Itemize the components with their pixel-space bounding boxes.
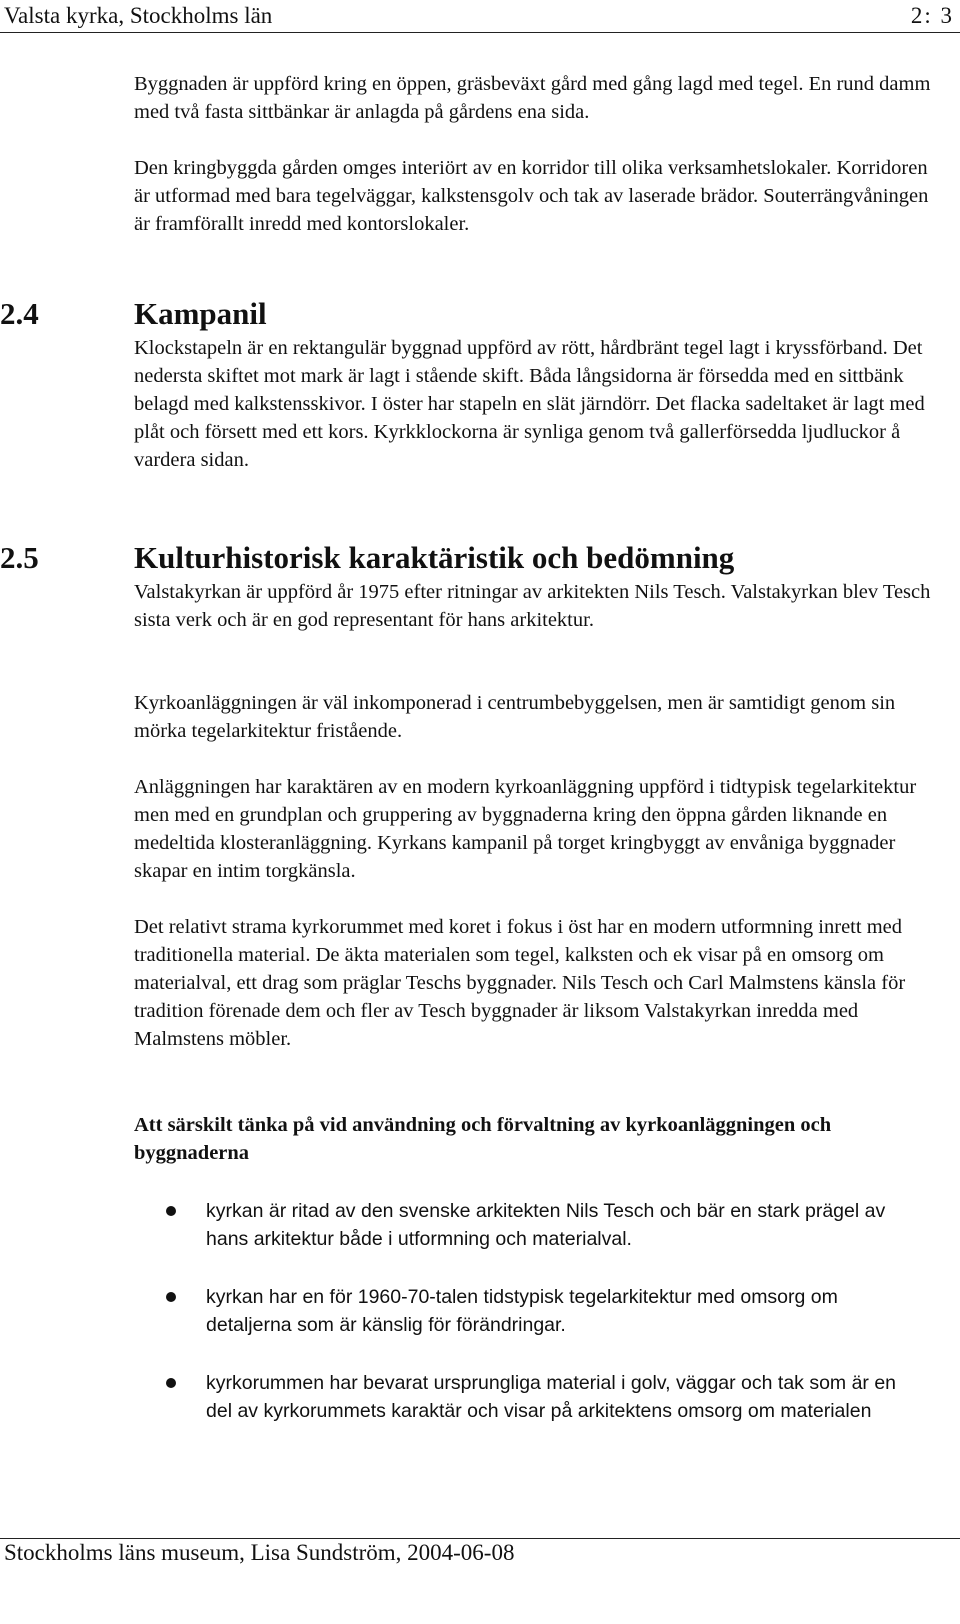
section-number: 2.4 [0, 296, 39, 331]
document-title: Valsta kyrka, Stockholms län [4, 3, 273, 28]
section-number: 2.5 [0, 540, 39, 575]
section-2-4-text: Klockstapeln är en rektangulär byggnad uppförd av rött, hårdbränt tegel lagt i kryssförband. Det nedersta skiftet mot mark är lagt i stående skift. Båda långsidorna är försedda med en sittbänk belagd med kalkstensskivor. I öster har stapeln en slät järndörr. Det flacka sadeltaket är lagt med plåt och försett med ett kors. Kyrkklockorna är synliga genom två gallerförsedda ljudluckor å vardera sidan. [134, 337, 925, 471]
list-item-text: kyrkan är ritad av den svenske arkitekten Nils Tesch och bär en stark prägel av hans arkitektur både i utformning och materialval. [206, 1200, 886, 1250]
section-title: Kampanil [134, 296, 267, 331]
section-2-5-paragraph-4: Det relativt strama kyrkorummet med koret i fokus i öst har en modern utformning inrett med traditionella material. De äkta materialen som tegel, kalksten och ek visar på en omsorg om materialval, ett drag som präglar Teschs byggnader. Nils Tesch och Carl Malmstens känsla för tradition förenade dem och fler av Tesch byggnader är liksom Valstakyrkan inredda med Malmstens möbler. [134, 916, 906, 1050]
list-item-text: kyrkorummen har bevarat ursprungliga material i golv, väggar och tak som är en del av kyrkorummets karaktär och visar på arkitektens omsorg om materialen [206, 1372, 897, 1422]
section-2-5-paragraph-1: Valstakyrkan är uppförd år 1975 efter ritningar av arkitekten Nils Tesch. Valstakyrkan blev Tesch sista verk och är en god representant för hans arkitektur. [134, 581, 931, 631]
bullet-icon [166, 1378, 176, 1388]
section-2-5-paragraph-3: Anläggningen har karaktären av en modern kyrkoanläggning uppförd i tidtypisk tegelarkitektur men med en grundplan och gruppering av byggnaderna kring den öppna gården liknande en medeltida klosteranläggning. Kyrkans kampanil på torget kringbyggt av envåniga byggnader skapar en intim torgkänsla. [134, 776, 917, 882]
bullet-icon [166, 1206, 176, 1216]
page-footer [0, 1538, 960, 1624]
page-number: 2: 3 [910, 3, 954, 28]
considerations-heading: Att särskilt tänka på vid användning och förvaltning av kyrkoanläggningen och byggnaderna [134, 1114, 832, 1164]
page-header [0, 0, 960, 36]
header-rule [0, 32, 960, 33]
list-item-text: kyrkan har en för 1960-70-talen tidstypisk tegelarkitektur med omsorg om detaljerna som är känslig för förändringar. [206, 1286, 838, 1336]
section-title: Kulturhistorisk karaktäristik och bedömning [134, 540, 735, 575]
bullet-icon [166, 1292, 176, 1302]
section-2-5-paragraph-2: Kyrkoanläggningen är väl inkomponerad i centrumbebyggelsen, men är samtidigt genom sin mörka tegelarkitektur fristående. [134, 692, 896, 742]
intro-paragraph-1: Byggnaden är uppförd kring en öppen, gräsbeväxt gård med gång lagd med tegel. En rund damm med två fasta sittbänkar är anlagda på gårdens ena sida. [134, 73, 931, 123]
intro-paragraph-2: Den kringbyggda gården omges interiört av en korridor till olika verksamhetslokaler. Korridoren är utformad med bara tegelväggar, kalkstensgolv och tak av laserade brädor. Souterrängvåningen är framförallt inredd med kontorslokaler. [134, 157, 929, 235]
footer-text: Stockholms läns museum, Lisa Sundström, 2004-06-08 [4, 1540, 515, 1565]
